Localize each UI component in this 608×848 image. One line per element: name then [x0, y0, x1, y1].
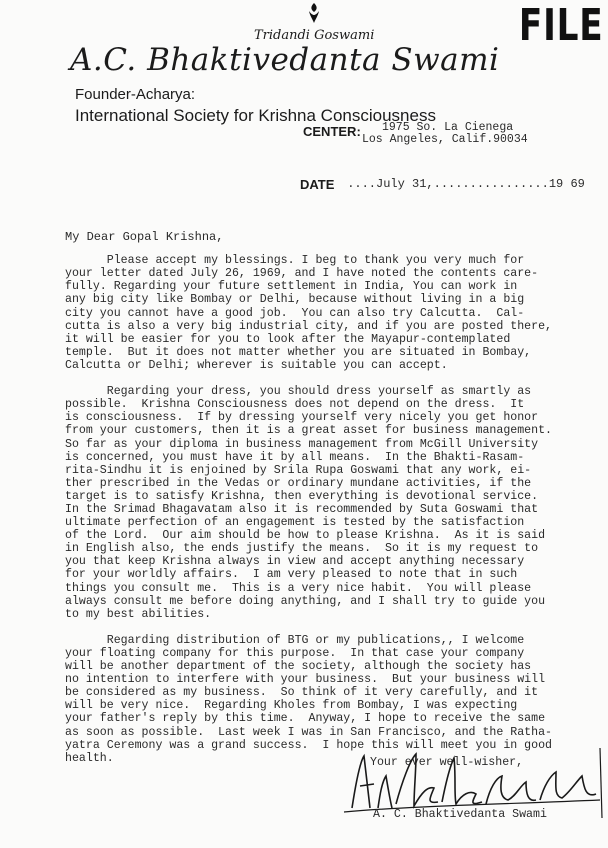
- letterhead-role: Founder-Acharya:: [75, 86, 196, 103]
- body-line: to my best abilities.: [65, 607, 212, 621]
- body-line: ther prescribed in the Vedas or ordinary mundane activities, if the: [65, 476, 532, 490]
- body-line: always consult me before doing anything, and I shall try to guide you: [65, 594, 546, 608]
- salutation: My Dear Gopal Krishna,: [65, 230, 224, 244]
- paragraph-gap: [65, 372, 595, 385]
- body-line: Calcutta or Delhi; wherever is suitable you can accept.: [65, 358, 448, 372]
- body-line: no intention to interfere with your business. But your business will: [65, 673, 546, 687]
- body-line: be considered as my business. So think of it very carefully, and it: [65, 686, 539, 700]
- body-line: you that keep Krishna always in view and accept anything necessary: [65, 555, 525, 569]
- body-line: your floating company for this purpose. In that case your company: [65, 647, 525, 660]
- body-line: Please accept my blessings. I beg to thank you very much for: [65, 254, 525, 268]
- letterhead-name: A.C. Bhaktivedanta Swami: [70, 42, 500, 78]
- body-line: Regarding distribution of BTG or my publications,, I welcome: [65, 633, 525, 647]
- body-line: In the Srimad Bhagavatam also it is recommended by Suta Goswami that: [65, 502, 539, 516]
- paragraph-gap: [65, 621, 595, 634]
- body-line: So far as your diploma in business management from McGill University: [65, 437, 539, 451]
- letterhead-subtitle: Tridandi Goswami: [254, 28, 375, 43]
- body-line: cutta is also a very big industrial city, and if you are posted there,: [65, 319, 553, 333]
- body-line: target is to satisfy Krishna, then everything is devotional service.: [65, 489, 539, 503]
- letter-body: [65, 228, 595, 765]
- body-line: fully. Regarding your future settlement in India, You can work in: [65, 280, 518, 294]
- body-line: any big city like Bombay or Delhi, because without living in a big: [65, 293, 525, 307]
- date-label: DATE: [300, 177, 335, 192]
- body-line: possible. Krishna Consciousness does not depend on the dress. It: [65, 398, 525, 412]
- body-line: as soon as possible. Last week I was in San Francisco, and the Ratha-: [65, 725, 553, 739]
- closing-line: Your ever well-wisher,: [370, 756, 524, 769]
- body-line: is consciousness. If by dressing yourself very nicely you get honor: [65, 411, 539, 425]
- center-label: CENTER:: [303, 124, 361, 139]
- signatory-name: A. C. Bhaktivedanta Swami: [373, 808, 547, 821]
- body-line: your father's reply by this time. Anyway, I hope to receive the same: [65, 712, 546, 726]
- tilak-logo-icon: [306, 2, 322, 24]
- body-line: for your worldly affairs. I am very pleased to note that in such: [65, 568, 518, 582]
- body-line: Regarding your dress, you should dress yourself as smartly as: [65, 385, 532, 399]
- body-line: from your customers, then it is a great asset for business management.: [65, 424, 553, 438]
- center-address-line1: 1975 So. La Cienega: [382, 121, 514, 134]
- body-line: will be another department of the society, although the society has: [65, 660, 532, 674]
- body-line: rita-Sindhu it is enjoined by Srila Rupa Goswami that any work, ei-: [65, 463, 532, 477]
- center-address-line2: Los Angeles, Calif.90034: [362, 133, 528, 146]
- letterhead-organization: International Society for Krishna Consciousness: [75, 106, 436, 125]
- body-line: things you consult me. This is a very nice habit. You will please: [65, 581, 532, 595]
- body-line: temple. But it does not matter whether you are situated in Bombay,: [65, 345, 532, 359]
- salutation-spacer: [65, 228, 595, 241]
- body-line: city you cannot have a good job. You can also try Calcutta. Cal-: [65, 306, 525, 320]
- body-line: will be very nice. Regarding Kholes from Bombay, I was expecting: [65, 699, 518, 713]
- date-value: ....July 31,................19 69: [340, 177, 585, 191]
- body-line: yatra Ceremony was a grand success. I hope this will meet you in good: [65, 738, 553, 752]
- body-line: it will be easier for you to look after the Mayapur-contemplated: [65, 332, 511, 346]
- body-line: of the Lord. Our aim should be how to please Krishna. As it is said: [65, 529, 546, 543]
- file-stamp: FILE: [519, 0, 604, 51]
- body-line: ultimate perfection of an engagement is tested by the satisfaction: [65, 516, 525, 530]
- paragraph-gap: [65, 241, 595, 254]
- body-line: your letter dated July 26, 1969, and I have noted the contents care-: [65, 267, 539, 281]
- body-line: is concerned, you must have it by all means. In the Bhakti-Rasam-: [65, 450, 525, 464]
- body-line: in English also, the ends justify the means. So it is my request to: [65, 542, 539, 556]
- body-line: health.: [65, 751, 114, 765]
